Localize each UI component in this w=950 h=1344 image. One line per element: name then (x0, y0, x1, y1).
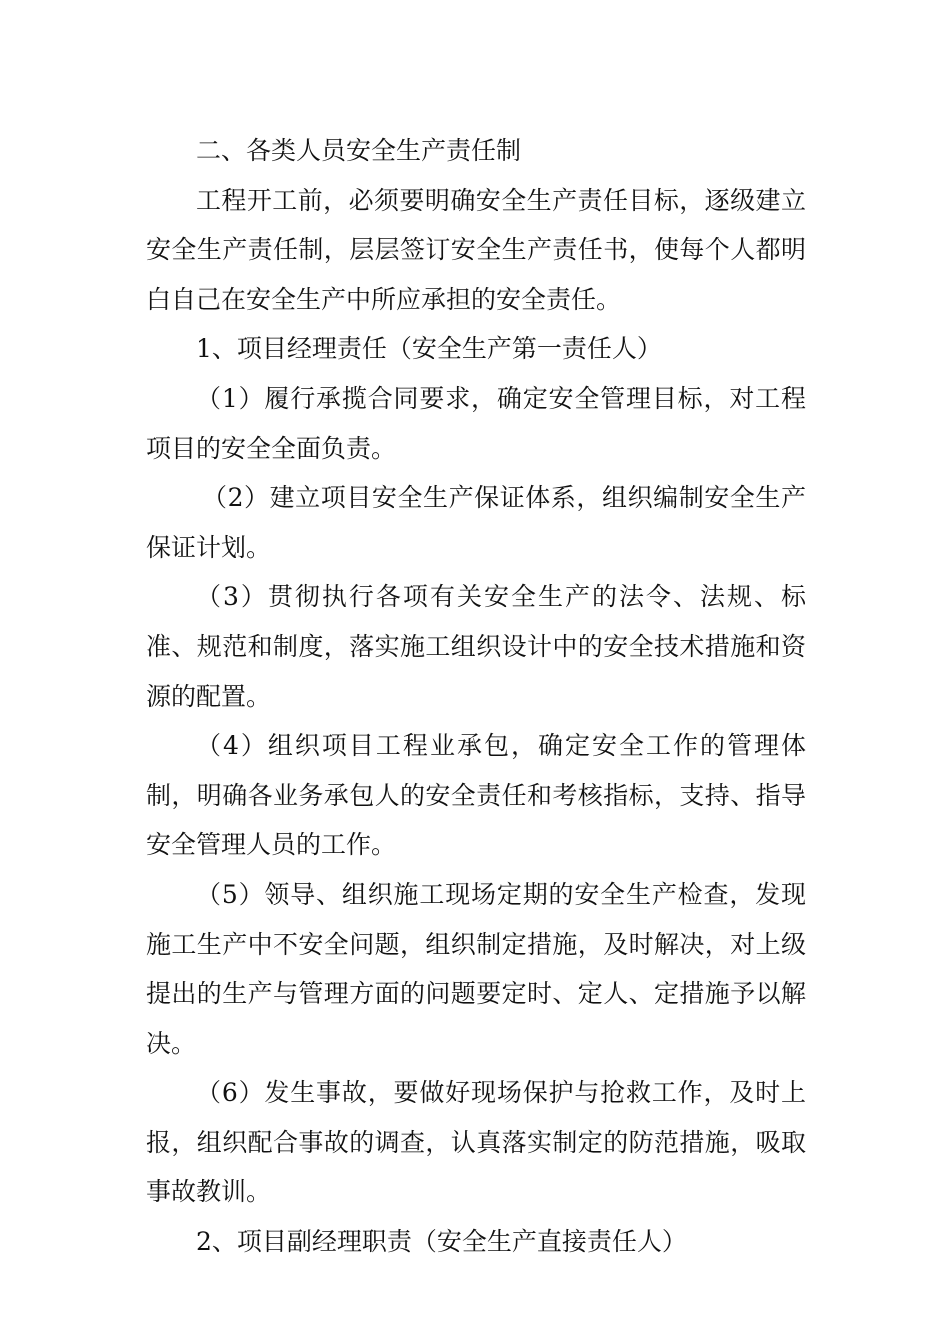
subsection-heading-project-manager: 1、项目经理责任（安全生产第一责任人） (196, 334, 662, 364)
list-item-3: （3）贯彻执行各项有关安全生产的法令、法规、标准、规范和制度，落实施工组织设计中的安全技术措施和资源的配置。 (146, 582, 806, 711)
list-item-2: （2）建立项目安全生产保证体系，组织编制安全生产保证计划。 (146, 483, 806, 562)
section-heading: 二、各类人员安全生产责任制 (196, 136, 522, 165)
list-item-6: （6）发生事故，要做好现场保护与抢救工作，及时上报，组织配合事故的调查，认真落实制定的防范措施，吸取事故教训。 (146, 1078, 806, 1207)
list-item-4: （4）组织项目工程业承包，确定安全工作的管理体制，明确各业务承包人的安全责任和考核指标，支持、指导安全管理人员的工作。 (146, 731, 806, 860)
list-item-1: （1）履行承揽合同要求，确定安全管理目标，对工程项目的安全全面负责。 (146, 383, 806, 463)
document-body (146, 126, 806, 1267)
subsection-heading-deputy-manager: 2、项目副经理职责（安全生产直接责任人） (196, 1227, 687, 1257)
list-item-5: （5）领导、组织施工现场定期的安全生产检查，发现施工生产中不安全问题，组织制定措施，及时解决，对上级提出的生产与管理方面的问题要定时、定人、定措施予以解决。 (146, 879, 806, 1058)
paragraph-intro: 工程开工前，必须要明确安全生产责任目标，逐级建立安全生产责任制，层层签订安全生产责任书，使每个人都明白自己在安全生产中所应承担的安全责任。 (146, 185, 806, 314)
